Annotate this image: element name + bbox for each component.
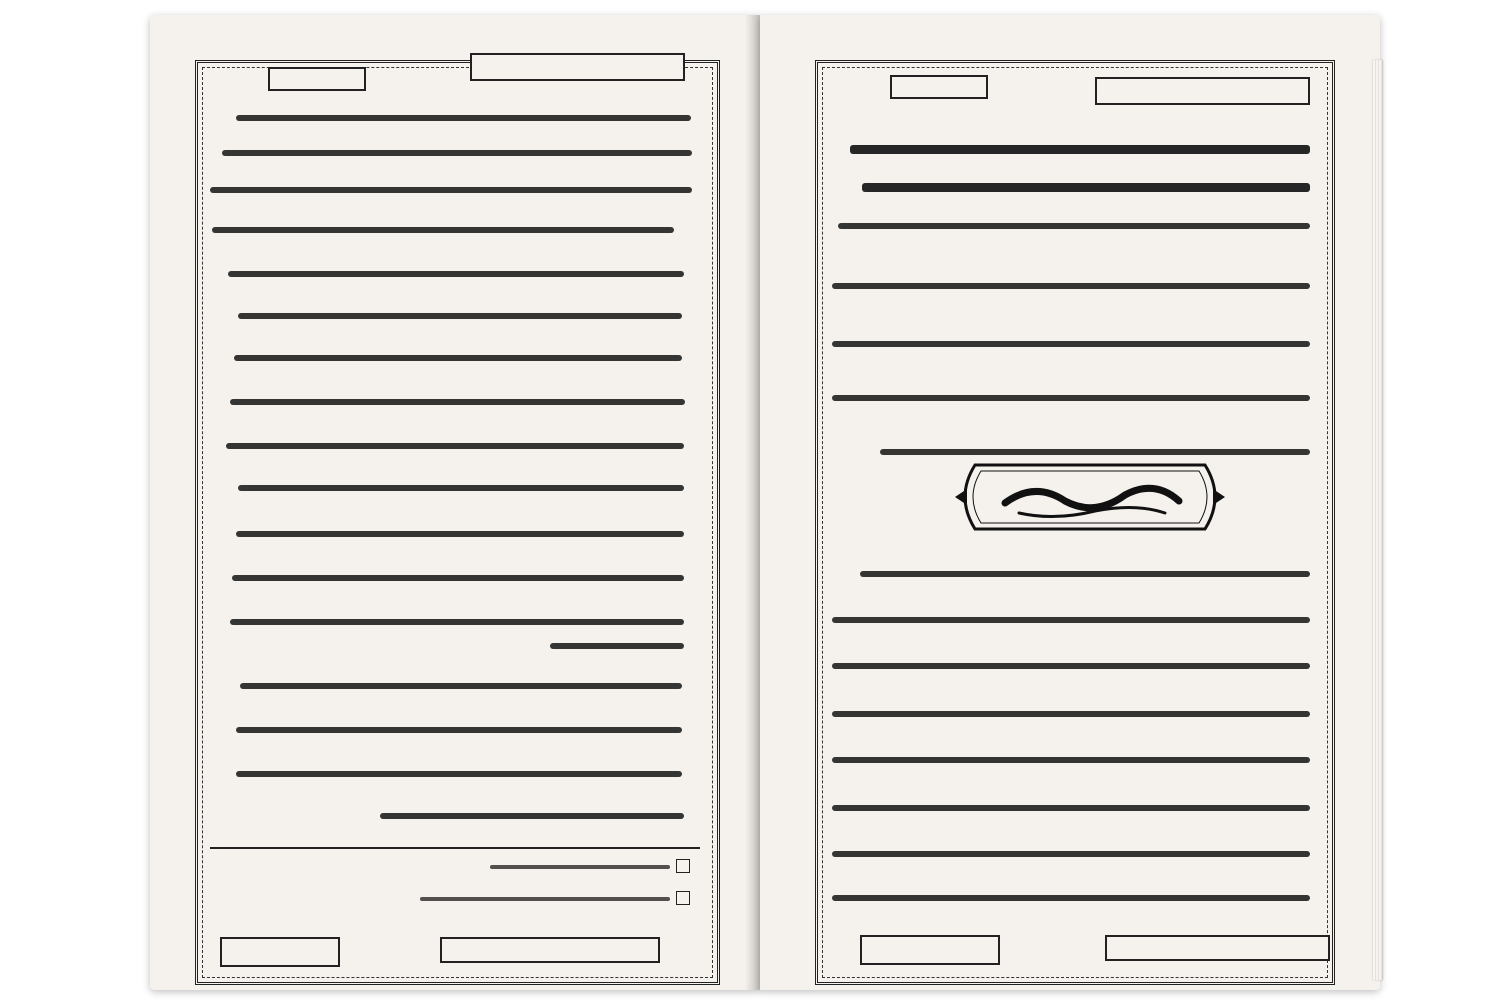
right-text-line (838, 223, 1310, 229)
left-text-line (234, 355, 682, 361)
footnote-line (490, 865, 670, 869)
right-text-line (832, 805, 1310, 811)
right-text-line (832, 895, 1310, 901)
left-page-number-top (268, 67, 366, 91)
left-text-line (550, 643, 684, 649)
right-text-line (860, 571, 1310, 577)
right-footer-publisher (1105, 935, 1330, 961)
right-text-line (832, 395, 1310, 401)
footnote-marker (676, 891, 690, 905)
right-page (760, 15, 1380, 990)
right-text-line (832, 663, 1310, 669)
left-text-line (238, 313, 682, 319)
left-text-line (230, 619, 684, 625)
right-text-line (850, 145, 1310, 154)
left-footer-page-number (220, 937, 340, 967)
left-text-line (222, 150, 692, 156)
left-text-line (228, 271, 684, 277)
right-text-line (832, 617, 1310, 623)
left-page (150, 15, 760, 990)
left-text-line (232, 575, 684, 581)
right-text-line (862, 183, 1310, 192)
left-header-title (470, 53, 685, 81)
right-text-line (832, 711, 1310, 717)
left-text-line (212, 227, 674, 233)
right-text-line (832, 283, 1310, 289)
footnote-separator (210, 847, 700, 849)
right-footer-page-number (860, 935, 1000, 965)
right-page-number-top (890, 75, 988, 99)
left-text-line (236, 771, 682, 777)
footnote-line (420, 897, 670, 901)
left-text-line (238, 485, 684, 491)
footnote-marker (676, 859, 690, 873)
right-text-line (832, 341, 1310, 347)
right-text-line (832, 757, 1310, 763)
page-edge-stack (1372, 60, 1382, 980)
left-text-line (210, 187, 692, 193)
left-text-line (236, 115, 691, 121)
left-text-line (380, 813, 684, 819)
left-text-line (226, 443, 684, 449)
left-text-line (240, 683, 682, 689)
right-text-line (832, 851, 1310, 857)
left-footer-publisher (440, 937, 660, 963)
right-header-title (1095, 77, 1310, 105)
left-text-line (236, 531, 684, 537)
section-heading (945, 455, 1235, 539)
left-text-line (236, 727, 682, 733)
left-text-line (230, 399, 685, 405)
